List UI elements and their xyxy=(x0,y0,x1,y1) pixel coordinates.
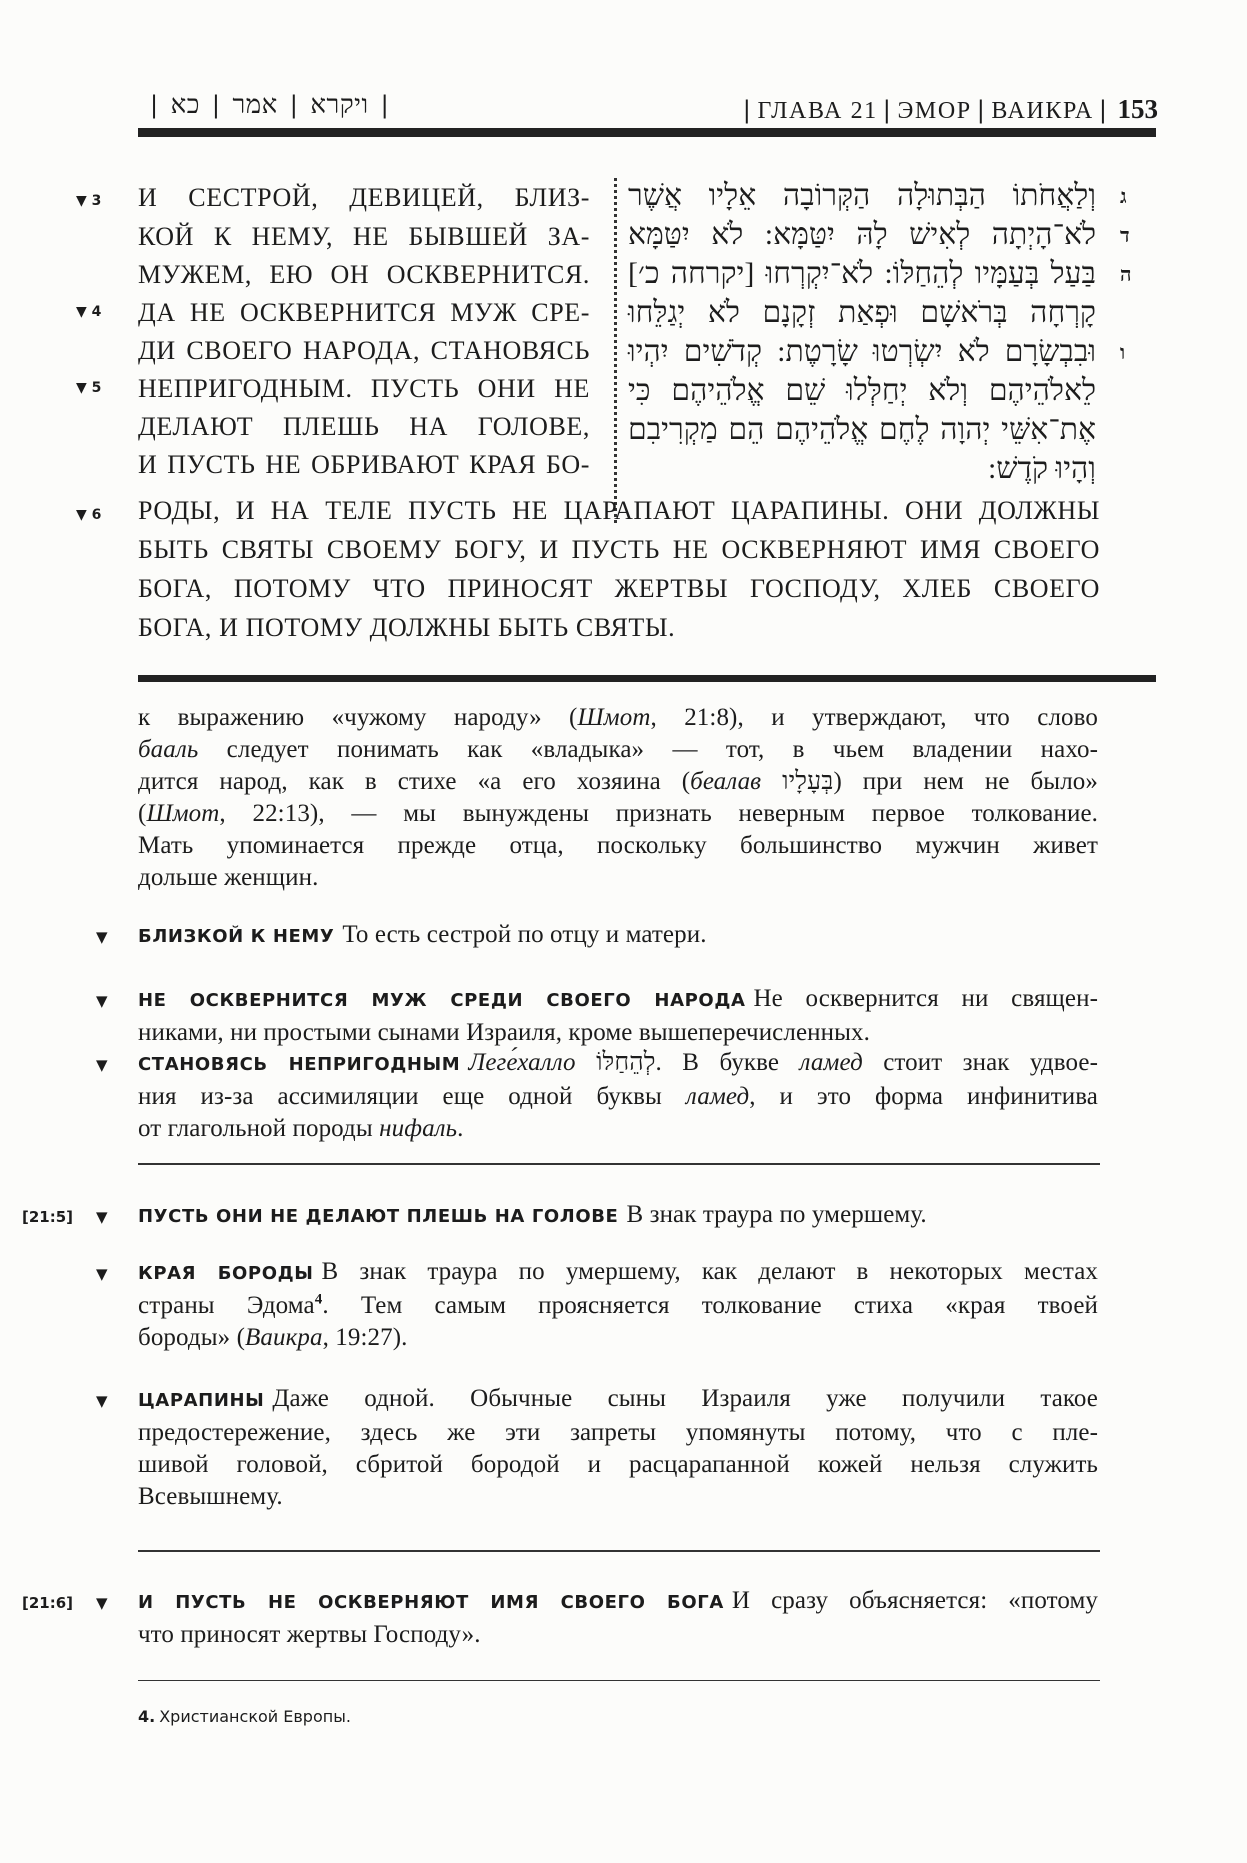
book-label: ВАИКРА xyxy=(991,98,1094,124)
commentary-entry: НЕ ОСКВЕРНИТСЯ МУЖ СРЕДИ СВОЕГО НАРОДА Не осквернится ни священ- никами, ни простыми сынами Израиля, кроме вышеперечисленных. xyxy=(138,985,1098,1046)
verse-he-line: אֶת־אִשֵּׁי יְהוָה לֶחֶם אֱלֹהֵיהֶם הֵם מַקְרִיבִם xyxy=(628,413,1096,446)
commentary-line: бааль следует понимать как «владыка» — тот, в чьем владении нахо- xyxy=(138,736,1098,763)
entry-triangle: ▼ xyxy=(96,1392,108,1410)
footnote xyxy=(138,1707,351,1726)
commentary-entry: И ПУСТЬ НЕ ОСКВЕРНЯЮТ ИМЯ СВОЕГО БОГА И сразу объясняется: «потому что приносят жертвы Господу». xyxy=(138,1587,1098,1648)
entry-triangle: ▼ xyxy=(96,1594,108,1612)
commentary-line: дольше женщин. xyxy=(138,864,319,891)
parasha-label: ЭМОР xyxy=(897,98,972,124)
hebrew-parasha-name: אמר xyxy=(232,90,278,119)
verse-ru-line: РОДЫ, И НА ТЕЛЕ ПУСТЬ НЕ ЦАРАПАЮТ ЦАРАПИНЫ. ОНИ ДОЛЖНЫ xyxy=(138,496,1100,525)
commentary-line: Мать упоминается прежде отца, поскольку большинство мужчин живет xyxy=(138,832,1098,859)
commentary-entry: БЛИЗКОЙ К НЕМУ То есть сестрой по отцу и матери. xyxy=(138,921,707,948)
verse-ru-line: НЕПРИГОДНЫМ. ПУСТЬ ОНИ НЕ xyxy=(138,374,590,403)
headword: ЦАРАПИНЫ xyxy=(138,1390,265,1411)
verse-reference: [21:6] xyxy=(22,1594,74,1612)
verse-he-line: לֹא־הָיְתָה לְאִישׁ לָהּ יִטַּמָּא: לֹא יִטַּמָּא xyxy=(628,218,1096,251)
headword: БЛИЗКОЙ К НЕМУ xyxy=(138,926,335,947)
footnote-number: 4. xyxy=(138,1707,156,1726)
entry-triangle: ▼ xyxy=(96,1208,108,1226)
headword: КРАЯ БОРОДЫ xyxy=(138,1263,314,1284)
hebrew-running-title: |ויקרא|אמר|כא| xyxy=(150,90,390,119)
section-rule xyxy=(138,1550,1100,1552)
running-header xyxy=(138,88,1158,128)
verse-he-line: קָרְחָה בְּרֹאשָׁם וּפְאַת זְקָנָם לֹא יְגַלֵּחוּ xyxy=(628,296,1096,329)
verse-he-line: לֵאלֹהֵיהֶם וְלֹא יְחַלְּלוּ שֵׁם אֱלֹהֵיהֶם כִּי xyxy=(628,374,1096,407)
verse-reference: [21:5] xyxy=(22,1208,74,1226)
footnote-mark: 4 xyxy=(314,1291,323,1308)
verse-marker-3: ▼ 3 xyxy=(76,193,102,209)
verse-he-line: וּבִבְשָׂרָם לֹא יִשְׂרְטוּ שָׂרָטֶת: קְדֹשִׁים יִהְיוּ xyxy=(628,335,1096,368)
commentary-line: к выражению «чужому народу» (Шмот, 21:8), и утверждают, что слово xyxy=(138,704,1098,731)
verse-ru-line: ДИ СВОЕГО НАРОДА, СТАНОВЯСЬ xyxy=(138,336,590,365)
commentary-entry: СТАНОВЯСЬ НЕПРИГОДНЫМ Леге́халло לְהֵחַלּוֹ. В букве ламед стоит знак удвое- ния из-за ассимиляции еще одной буквы ламед, и это форма инфинитива от глагольной породы нифаль. xyxy=(138,1049,1099,1142)
entry-triangle: ▼ xyxy=(96,992,108,1010)
verse-ru-line: БЫТЬ СВЯТЫ СВОЕМУ БОГУ, И ПУСТЬ НЕ ОСКВЕРНЯЮТ ИМЯ СВОЕГО xyxy=(138,535,1100,564)
verse-ru-line: КОЙ К НЕМУ, НЕ БЫВШЕЙ ЗА- xyxy=(138,222,590,251)
page-number: 153 xyxy=(1117,94,1158,124)
headword: СТАНОВЯСЬ НЕПРИГОДНЫМ xyxy=(138,1054,461,1075)
commentary-line: (Шмот, 22:13), — мы вынуждены признать неверным первое толкование. xyxy=(138,800,1098,827)
section-rule xyxy=(138,1163,1100,1165)
verse-he-line: וְהָיוּ קֹדֶשׁ: xyxy=(987,452,1096,485)
commentary-intro xyxy=(138,702,1098,894)
verse-marker-4: ▼ 4 xyxy=(76,304,102,320)
hebrew-verse-letter: ג xyxy=(1120,186,1127,208)
commentary-entry: ЦАРАПИНЫ Даже одной. Обычные сыны Израиля уже получили такое предостережение, здесь же эти запреты упомянуты потому, что с пле- шивой головой, сбритой бородой и расцарапанной кожей нельзя служить Всевышнему. xyxy=(138,1385,1098,1510)
verse-marker-6: ▼ 6 xyxy=(76,507,102,523)
verse-he-line: וְלַאֲחֹתוֹ הַבְּתוּלָה הַקְּרוֹבָה אֵלָיו אֲשֶׁר xyxy=(628,179,1096,212)
verse-ru-line: ДА НЕ ОСКВЕРНИТСЯ МУЖ СРЕ- xyxy=(138,298,590,327)
headword: ПУСТЬ ОНИ НЕ ДЕЛАЮТ ПЛЕШЬ НА ГОЛОВЕ xyxy=(138,1206,619,1227)
chapter-label: ГЛАВА 21 xyxy=(757,98,878,124)
hebrew-verse-letter: ד xyxy=(1120,225,1130,247)
hebrew-verse-letter: ו xyxy=(1120,342,1126,364)
entry-triangle: ▼ xyxy=(96,1265,108,1283)
verse-ru-line: БОГА, ПОТОМУ ЧТО ПРИНОСЯТ ЖЕРТВЫ ГОСПОДУ, ХЛЕБ СВОЕГО xyxy=(138,574,1100,603)
hebrew-verse-letter: ה xyxy=(1120,264,1132,286)
footnote-rule xyxy=(138,1680,1100,1681)
verse-ru-line: МУЖЕМ, ЕЮ ОН ОСКВЕРНИТСЯ. xyxy=(138,260,590,289)
verse-ru-line: ДЕЛАЮТ ПЛЕШЬ НА ГОЛОВЕ, xyxy=(138,412,590,441)
verse-commentary-rule xyxy=(138,675,1156,682)
verse-ru-line: И СЕСТРОЙ, ДЕВИЦЕЙ, БЛИЗ- xyxy=(138,183,590,212)
commentary-line: дится народ, как в стихе «а его хозяина (беалав בְּעָלָיו) при нем не было» xyxy=(138,768,1098,795)
headword: НЕ ОСКВЕРНИТСЯ МУЖ СРЕДИ СВОЕГО НАРОДА xyxy=(138,990,746,1011)
footnote-text: Христианской Европы. xyxy=(159,1707,351,1726)
entry-triangle: ▼ xyxy=(96,1056,108,1074)
header-rule xyxy=(138,128,1156,137)
commentary-entry: КРАЯ БОРОДЫ В знак траура по умершему, как делают в некоторых местах страны Эдома$^4$. Тем самым проясняется толкование стиха «края твоей бороды» (Ваикра, 19:27). xyxy=(138,1258,1099,1351)
verse-ru-line: И ПУСТЬ НЕ ОБРИВАЮТ КРАЯ БО- xyxy=(138,450,590,479)
verse-he-line: בַּעַל בְּעַמָּיו לְהֵחַלּוֹ: לֹא־יִקְרְחוּ [יקרחה כ׳] xyxy=(628,257,1096,290)
headword: И ПУСТЬ НЕ ОСКВЕРНЯЮТ ИМЯ СВОЕГО БОГА xyxy=(138,1592,724,1613)
hebrew-book-name: ויקרא xyxy=(310,90,369,119)
commentary-entry: ПУСТЬ ОНИ НЕ ДЕЛАЮТ ПЛЕШЬ НА ГОЛОВЕ В знак траура по умершему. xyxy=(138,1201,927,1228)
hebrew-chapter-number: כא xyxy=(170,90,200,119)
verse-ru-line: БОГА, И ПОТОМУ ДОЛЖНЫ БЫТЬ СВЯТЫ. xyxy=(138,613,676,642)
column-divider xyxy=(614,178,617,523)
verse-marker-5: ▼ 5 xyxy=(76,380,102,396)
russian-running-title: | ГЛАВА 21 | ЭМОР | ВАИКРА | 153 xyxy=(742,94,1158,124)
entry-triangle: ▼ xyxy=(96,928,108,946)
